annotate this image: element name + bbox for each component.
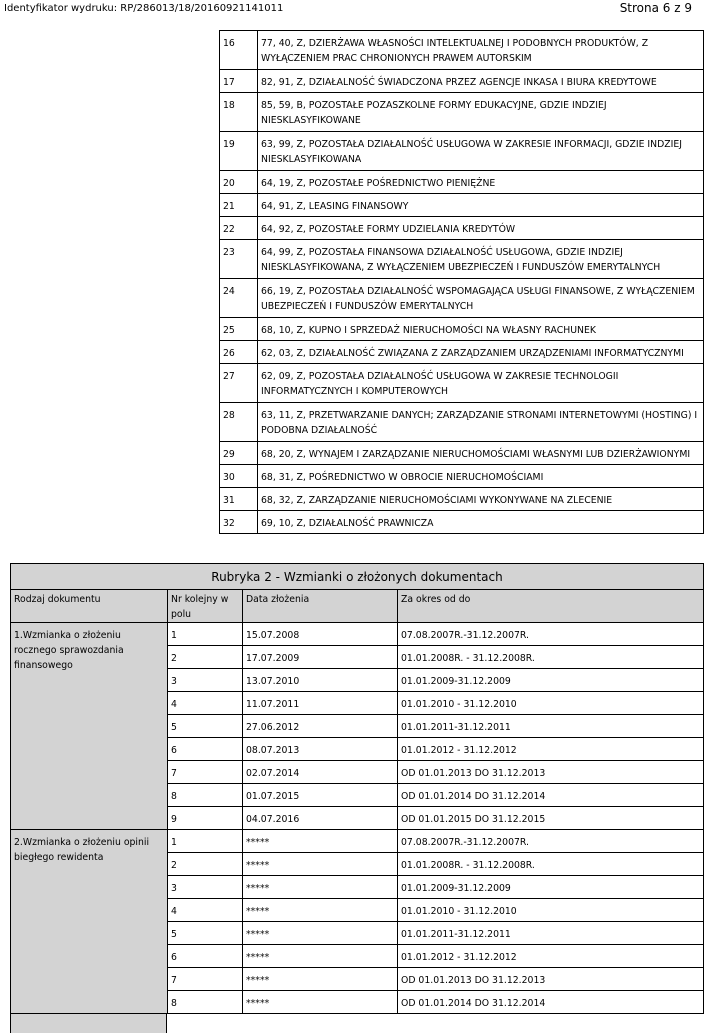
page-number: Strona 6 z 9: [619, 1, 692, 15]
entry-number: 1: [168, 830, 243, 853]
pkd-text: 68, 31, Z, POŚREDNICTWO W OBROCIE NIERUCHOMOŚCIAMI: [258, 465, 704, 488]
pkd-table: [219, 30, 704, 534]
table-row: [220, 194, 704, 217]
pkd-text: 62, 09, Z, POZOSTAŁA DZIAŁALNOŚĆ USŁUGOWA W ZAKRESIE TECHNOLOGII INFORMATYCZNYCH I KOMPUTEROWYCH: [258, 364, 704, 403]
entry-number: 2: [168, 646, 243, 669]
period: OD 01.01.2013 DO 31.12.2013: [398, 968, 704, 991]
period: OD 01.01.2014 DO 31.12.2014: [398, 991, 704, 1014]
row-number: 17: [220, 70, 258, 93]
table-row: [220, 93, 704, 132]
entry-number: 6: [168, 945, 243, 968]
column-header: Rodzaj dokumentu: [11, 590, 168, 623]
row-number: 29: [220, 442, 258, 465]
pkd-text: 63, 99, Z, POZOSTAŁA DZIAŁALNOŚĆ USŁUGOWA W ZAKRESIE INFORMACJI, GDZIE INDZIEJ NIESKLASYFIKOWANA: [258, 132, 704, 171]
row-number: 18: [220, 93, 258, 132]
period: 01.01.2009-31.12.2009: [398, 876, 704, 899]
entry-number: 1: [168, 623, 243, 646]
table-row: [220, 341, 704, 364]
entry-number: 2: [168, 853, 243, 876]
filing-date: 04.07.2016: [243, 807, 398, 830]
period: 07.08.2007R.-31.12.2007R.: [398, 623, 704, 646]
entry-number: 5: [168, 922, 243, 945]
filing-date: *****: [243, 899, 398, 922]
period: 01.01.2010 - 31.12.2010: [398, 692, 704, 715]
entry-number: 8: [168, 784, 243, 807]
table-row: [220, 132, 704, 171]
row-number: 22: [220, 217, 258, 240]
table-row: [220, 279, 704, 318]
table-row: [220, 364, 704, 403]
table-row: [220, 488, 704, 511]
entry-number: 4: [168, 899, 243, 922]
filing-date: 13.07.2010: [243, 669, 398, 692]
row-number: 21: [220, 194, 258, 217]
column-header: Data złożenia: [243, 590, 398, 623]
period: 01.01.2011-31.12.2011: [398, 922, 704, 945]
entry-number: 9: [168, 807, 243, 830]
entry-number: 8: [168, 991, 243, 1014]
entry-number: 4: [168, 692, 243, 715]
pkd-text: 68, 32, Z, ZARZĄDZANIE NIERUCHOMOŚCIAMI WYKONYWANE NA ZLECENIE: [258, 488, 704, 511]
table-row: [220, 31, 704, 70]
table-row: [11, 830, 704, 853]
period: OD 01.01.2013 DO 31.12.2013: [398, 761, 704, 784]
row-number: 30: [220, 465, 258, 488]
row-number: 25: [220, 318, 258, 341]
row-number: 31: [220, 488, 258, 511]
pkd-text: 66, 19, Z, POZOSTAŁA DZIAŁALNOŚĆ WSPOMAGAJĄCA USŁUGI FINANSOWE, Z WYŁĄCZENIEM UBEZPIECZEŃ I FUNDUSZÓW EMERYTALNYCH: [258, 279, 704, 318]
documents-table: [10, 563, 704, 1014]
filing-date: 11.07.2011: [243, 692, 398, 715]
pkd-text: 68, 20, Z, WYNAJEM I ZARZĄDZANIE NIERUCHOMOŚCIAMI WŁASNYMI LUB DZIERŻAWIONYMI: [258, 442, 704, 465]
pkd-text: 82, 91, Z, DZIAŁALNOŚĆ ŚWIADCZONA PRZEZ AGENCJE INKASA I BIURA KREDYTOWE: [258, 70, 704, 93]
column-header-row: [11, 590, 704, 623]
row-number: 20: [220, 171, 258, 194]
period: 01.01.2010 - 31.12.2010: [398, 899, 704, 922]
filing-date: *****: [243, 968, 398, 991]
pkd-text: 63, 11, Z, PRZETWARZANIE DANYCH; ZARZĄDZANIE STRONAMI INTERNETOWYMI (HOSTING) I PODOBNA DZIAŁALNOŚĆ: [258, 403, 704, 442]
filing-date: *****: [243, 922, 398, 945]
document-type: 1.Wzmianka o złożeniu rocznego sprawozdania finansowego: [11, 623, 168, 830]
filing-date: *****: [243, 876, 398, 899]
entry-number: 3: [168, 669, 243, 692]
pkd-text: 62, 03, Z, DZIAŁALNOŚĆ ZWIĄZANA Z ZARZĄDZANIEM URZĄDZENIAMI INFORMATYCZNYMI: [258, 341, 704, 364]
filing-date: 15.07.2008: [243, 623, 398, 646]
table-row: [11, 623, 704, 646]
table-row: [220, 442, 704, 465]
print-identifier: Identyfikator wydruku: RP/286013/18/20160921141011: [4, 3, 284, 14]
document-type: 2.Wzmianka o złożeniu opinii biegłego rewidenta: [11, 830, 168, 1014]
entry-number: 5: [168, 715, 243, 738]
pkd-text: 68, 10, Z, KUPNO I SPRZEDAŻ NIERUCHOMOŚCI NA WŁASNY RACHUNEK: [258, 318, 704, 341]
period: 01.01.2012 - 31.12.2012: [398, 945, 704, 968]
row-number: 19: [220, 132, 258, 171]
column-header: Nr kolejny w polu: [168, 590, 243, 623]
filing-date: 01.07.2015: [243, 784, 398, 807]
pkd-text: 77, 40, Z, DZIERŻAWA WŁASNOŚCI INTELEKTUALNEJ I PODOBNYCH PRODUKTÓW, Z WYŁĄCZENIEM PRAC CHRONIONYCH PRAWEM AUTORSKIM: [258, 31, 704, 70]
column-header: Za okres od do: [398, 590, 704, 623]
table-row: [220, 403, 704, 442]
filing-date: *****: [243, 830, 398, 853]
period: OD 01.01.2014 DO 31.12.2014: [398, 784, 704, 807]
period: 01.01.2009-31.12.2009: [398, 669, 704, 692]
filing-date: 08.07.2013: [243, 738, 398, 761]
period: OD 01.01.2015 DO 31.12.2015: [398, 807, 704, 830]
entry-number: 7: [168, 761, 243, 784]
pkd-text: 69, 10, Z, DZIAŁALNOŚĆ PRAWNICZA: [258, 511, 704, 534]
row-number: 26: [220, 341, 258, 364]
entry-number: 3: [168, 876, 243, 899]
row-number: 28: [220, 403, 258, 442]
pkd-text: 85, 59, B, POZOSTAŁE POZASZKOLNE FORMY EDUKACYJNE, GDZIE INDZIEJ NIESKLASYFIKOWANE: [258, 93, 704, 132]
table-row: [220, 511, 704, 534]
filing-date: 17.07.2009: [243, 646, 398, 669]
table-row: [220, 465, 704, 488]
section-title: Rubryka 2 - Wzmianki o złożonych dokumentach: [11, 564, 704, 590]
table-title-row: [11, 564, 704, 590]
filing-date: *****: [243, 853, 398, 876]
period: 07.08.2007R.-31.12.2007R.: [398, 830, 704, 853]
row-number: 16: [220, 31, 258, 70]
filing-date: 02.07.2014: [243, 761, 398, 784]
row-number: 27: [220, 364, 258, 403]
group-cell-continuation: [10, 1014, 167, 1033]
table-row: [220, 217, 704, 240]
table-row: [220, 171, 704, 194]
period: 01.01.2008R. - 31.12.2008R.: [398, 853, 704, 876]
row-number: 24: [220, 279, 258, 318]
pkd-text: 64, 91, Z, LEASING FINANSOWY: [258, 194, 704, 217]
period: 01.01.2008R. - 31.12.2008R.: [398, 646, 704, 669]
pkd-text: 64, 19, Z, POZOSTAŁE POŚREDNICTWO PIENIĘŻNE: [258, 171, 704, 194]
period: 01.01.2012 - 31.12.2012: [398, 738, 704, 761]
row-number: 23: [220, 240, 258, 279]
table-row: [220, 240, 704, 279]
pkd-text: 64, 92, Z, POZOSTAŁE FORMY UDZIELANIA KREDYTÓW: [258, 217, 704, 240]
filing-date: *****: [243, 991, 398, 1014]
entry-number: 7: [168, 968, 243, 991]
period: 01.01.2011-31.12.2011: [398, 715, 704, 738]
row-number: 32: [220, 511, 258, 534]
filing-date: *****: [243, 945, 398, 968]
table-row: [220, 318, 704, 341]
filing-date: 27.06.2012: [243, 715, 398, 738]
table-row: [220, 70, 704, 93]
pkd-text: 64, 99, Z, POZOSTAŁA FINANSOWA DZIAŁALNOŚĆ USŁUGOWA, GDZIE INDZIEJ NIESKLASYFIKOWANA, Z WYŁĄCZENIEM UBEZPIECZEŃ I FUNDUSZÓW EMERYTALNYCH: [258, 240, 704, 279]
entry-number: 6: [168, 738, 243, 761]
